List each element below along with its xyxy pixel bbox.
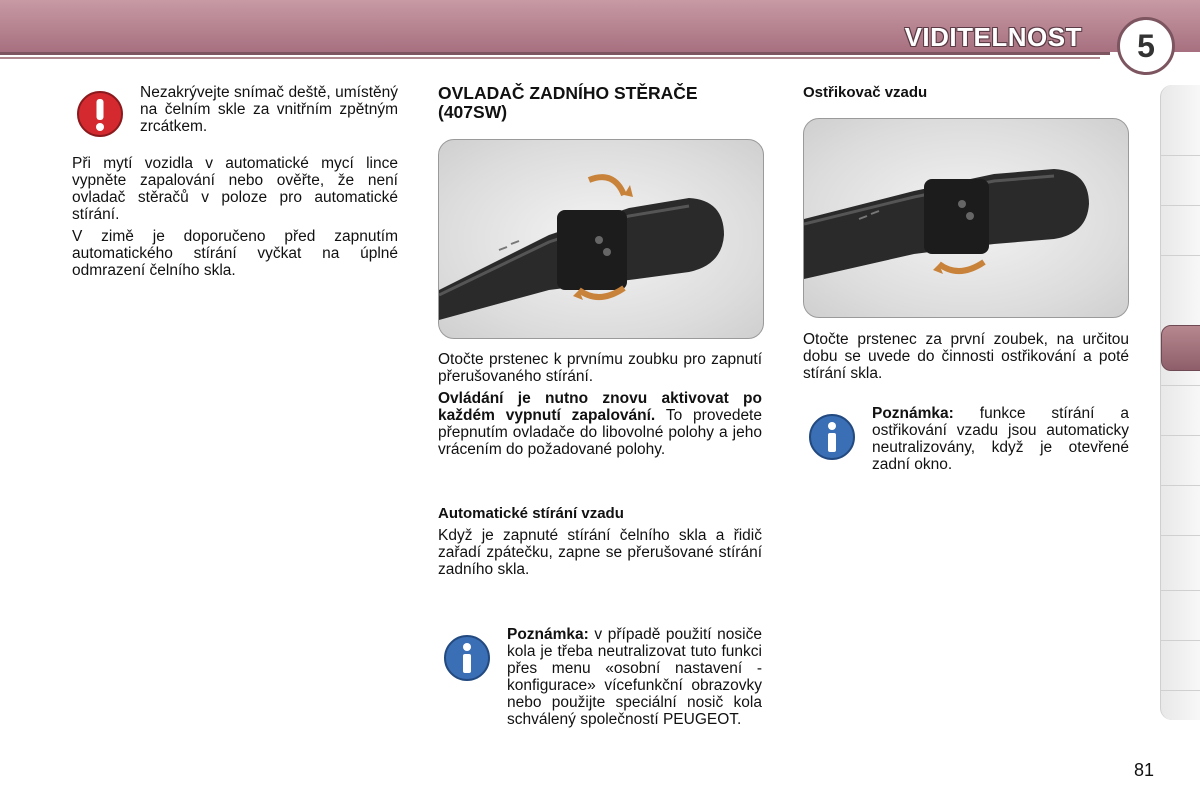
column-3-body	[803, 331, 1129, 382]
col2-paragraph-2-rest: To provedete přepnutím ovladače do libovolné polohy a jeho vrácením do požadované polohy.	[438, 407, 762, 458]
col3-paragraph-1: Otočte prstenec za první zoubek, na určitou dobu se uvede do činnosti ostřikování a poté stírání skla.	[803, 331, 1129, 382]
col2-paragraph-2	[438, 390, 762, 458]
page-number: 81	[1134, 760, 1155, 780]
washer-stalk-illustration	[804, 119, 1128, 317]
col2-bold-notice: Ovládání je nutno znovu aktivovat po každém vypnutí zapalování.	[438, 390, 762, 424]
column-3-heading-block	[803, 84, 1129, 101]
col3-note-label: Poznámka:	[872, 405, 954, 422]
col1-paragraph-2: V zimě je doporučeno před zapnutím automatického stírání vyčkat na úplné odmrazení čelního skla.	[72, 228, 398, 279]
rear-wiper-heading: OVLADAČ ZADNÍHO STĚRAČE (407SW)	[438, 83, 698, 122]
rear-washer-stalk-photo	[803, 118, 1129, 318]
wiper-stalk-illustration	[439, 140, 763, 338]
rear-wiper-stalk-photo	[438, 139, 764, 339]
warning-block	[140, 84, 398, 135]
col3-note-block	[872, 405, 1129, 473]
warning-text: Nezakrývejte snímač deště, umístěný na čelním skle za vnitřním zpětným zrcátkem.	[140, 84, 398, 135]
column-2-heading-block	[438, 84, 764, 122]
column-1-body	[72, 155, 398, 279]
col2-note-text: v případě použití nosiče kola je třeba neutralizovat tuto funkci přes menu «osobní nastavení - konfigurace» vícefunkční obrazovky nebo použijte speciální nosič kola schválený společností PEUGEOT.	[507, 626, 762, 728]
col2-note	[438, 626, 762, 728]
col2-note-label: Poznámka:	[507, 626, 589, 643]
col2-note-block	[438, 626, 762, 728]
col1-paragraph-1: Při mytí vozidla v automatické mycí lince vypněte zapalování nebo ověřte, že není ovladač stěračů v poloze pro automatické stírání.	[72, 155, 398, 223]
header-rule-secondary	[0, 57, 1100, 59]
col2-paragraph-3: Když je zapnuté stírání čelního skla a řidič zařadí zpátečku, zapne se přerušované stírání zadního skla.	[438, 527, 762, 578]
chapter-tab-active[interactable]	[1161, 325, 1200, 371]
column-2-body	[438, 351, 762, 578]
col2-paragraph-1: Otočte prstenec k prvnímu zoubku pro zapnutí přerušovaného stírání.	[438, 351, 762, 385]
chapter-side-tabs	[1160, 85, 1200, 720]
info-icon	[808, 413, 856, 461]
col3-note-text: funkce stírání a ostřikování vzadu jsou automaticky neutralizovány, když je otevřené zadní okno.	[872, 405, 1129, 473]
col3-note	[872, 405, 1129, 473]
automatic-rear-wiping-subheading: Automatické stírání vzadu	[438, 505, 624, 522]
exclamation-warning-icon	[76, 90, 124, 138]
chapter-number-badge: 5	[1117, 17, 1175, 75]
section-title: VIDITELNOST	[904, 22, 1082, 52]
rear-washer-heading: Ostřikovač vzadu	[803, 84, 928, 101]
